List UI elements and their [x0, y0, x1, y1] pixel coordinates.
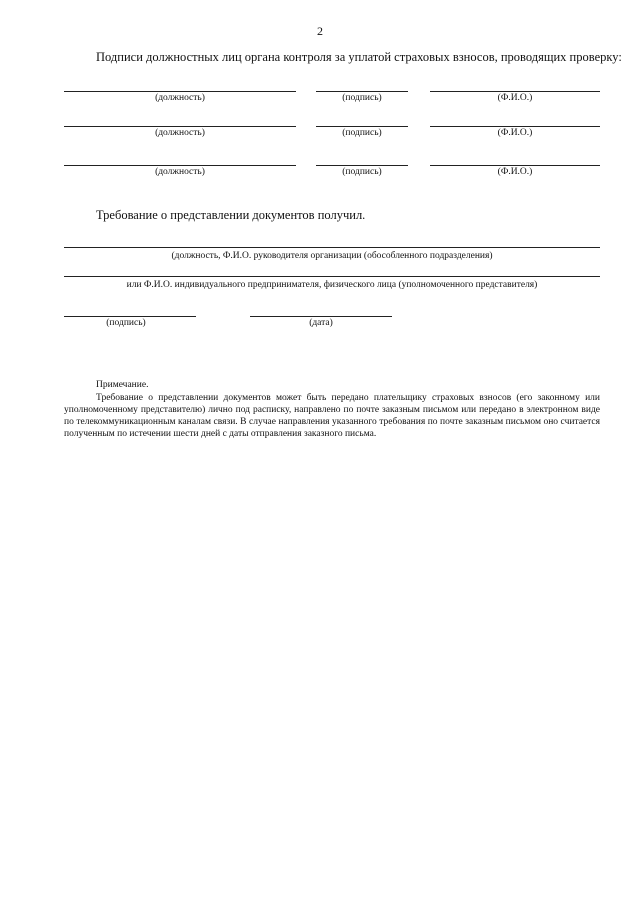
- signature-line: [316, 126, 408, 127]
- position-caption: (должность): [155, 93, 205, 103]
- fio-line: [430, 165, 600, 166]
- note-text: Требование о представлении документов может быть передано плательщику страховых взносов (его законному или уполномоченному представителю) лично под расписку, направлено по почте заказным письмом или передано в электронном виде по телекоммуникационным каналам связи. В случае направления указанного требования по почте заказным письмом оно считается полученным по истечении шести дней с даты отправления заказного письма.: [64, 393, 600, 439]
- fio-line: [430, 91, 600, 92]
- signature-caption: (подпись): [342, 93, 382, 103]
- fio-caption: (Ф.И.О.): [497, 167, 533, 177]
- entrepreneur-line: [64, 276, 600, 277]
- position-caption: (должность): [155, 128, 205, 138]
- date-line: [250, 316, 392, 317]
- page-number: 2: [317, 24, 323, 38]
- note-title: Примечание.: [96, 380, 149, 390]
- position-caption: (должность): [155, 167, 205, 177]
- date-caption: (дата): [309, 318, 333, 328]
- entrepreneur-caption: или Ф.И.О. индивидуального предпринимателя, физического лица (уполномоченного представителя): [126, 280, 538, 290]
- fio-line: [430, 126, 600, 127]
- fio-caption: (Ф.И.О.): [497, 128, 533, 138]
- signatures-heading: Подписи должностных лиц органа контроля за уплатой страховых взносов, проводящих проверку:: [96, 50, 622, 64]
- head-of-org-caption: (должность, Ф.И.О. руководителя организации (обособленного подразделения): [171, 251, 493, 261]
- signature-line: [316, 165, 408, 166]
- received-statement: Требование о представлении документов получил.: [96, 208, 366, 222]
- signature-line: [316, 91, 408, 92]
- recipient-signature-line: [64, 316, 196, 317]
- fio-caption: (Ф.И.О.): [497, 93, 533, 103]
- position-line: [64, 126, 296, 127]
- position-line: [64, 165, 296, 166]
- signature-caption: (подпись): [342, 128, 382, 138]
- recipient-signature-caption: (подпись): [106, 318, 146, 328]
- position-line: [64, 91, 296, 92]
- head-of-org-line: [64, 247, 600, 248]
- signature-caption: (подпись): [342, 167, 382, 177]
